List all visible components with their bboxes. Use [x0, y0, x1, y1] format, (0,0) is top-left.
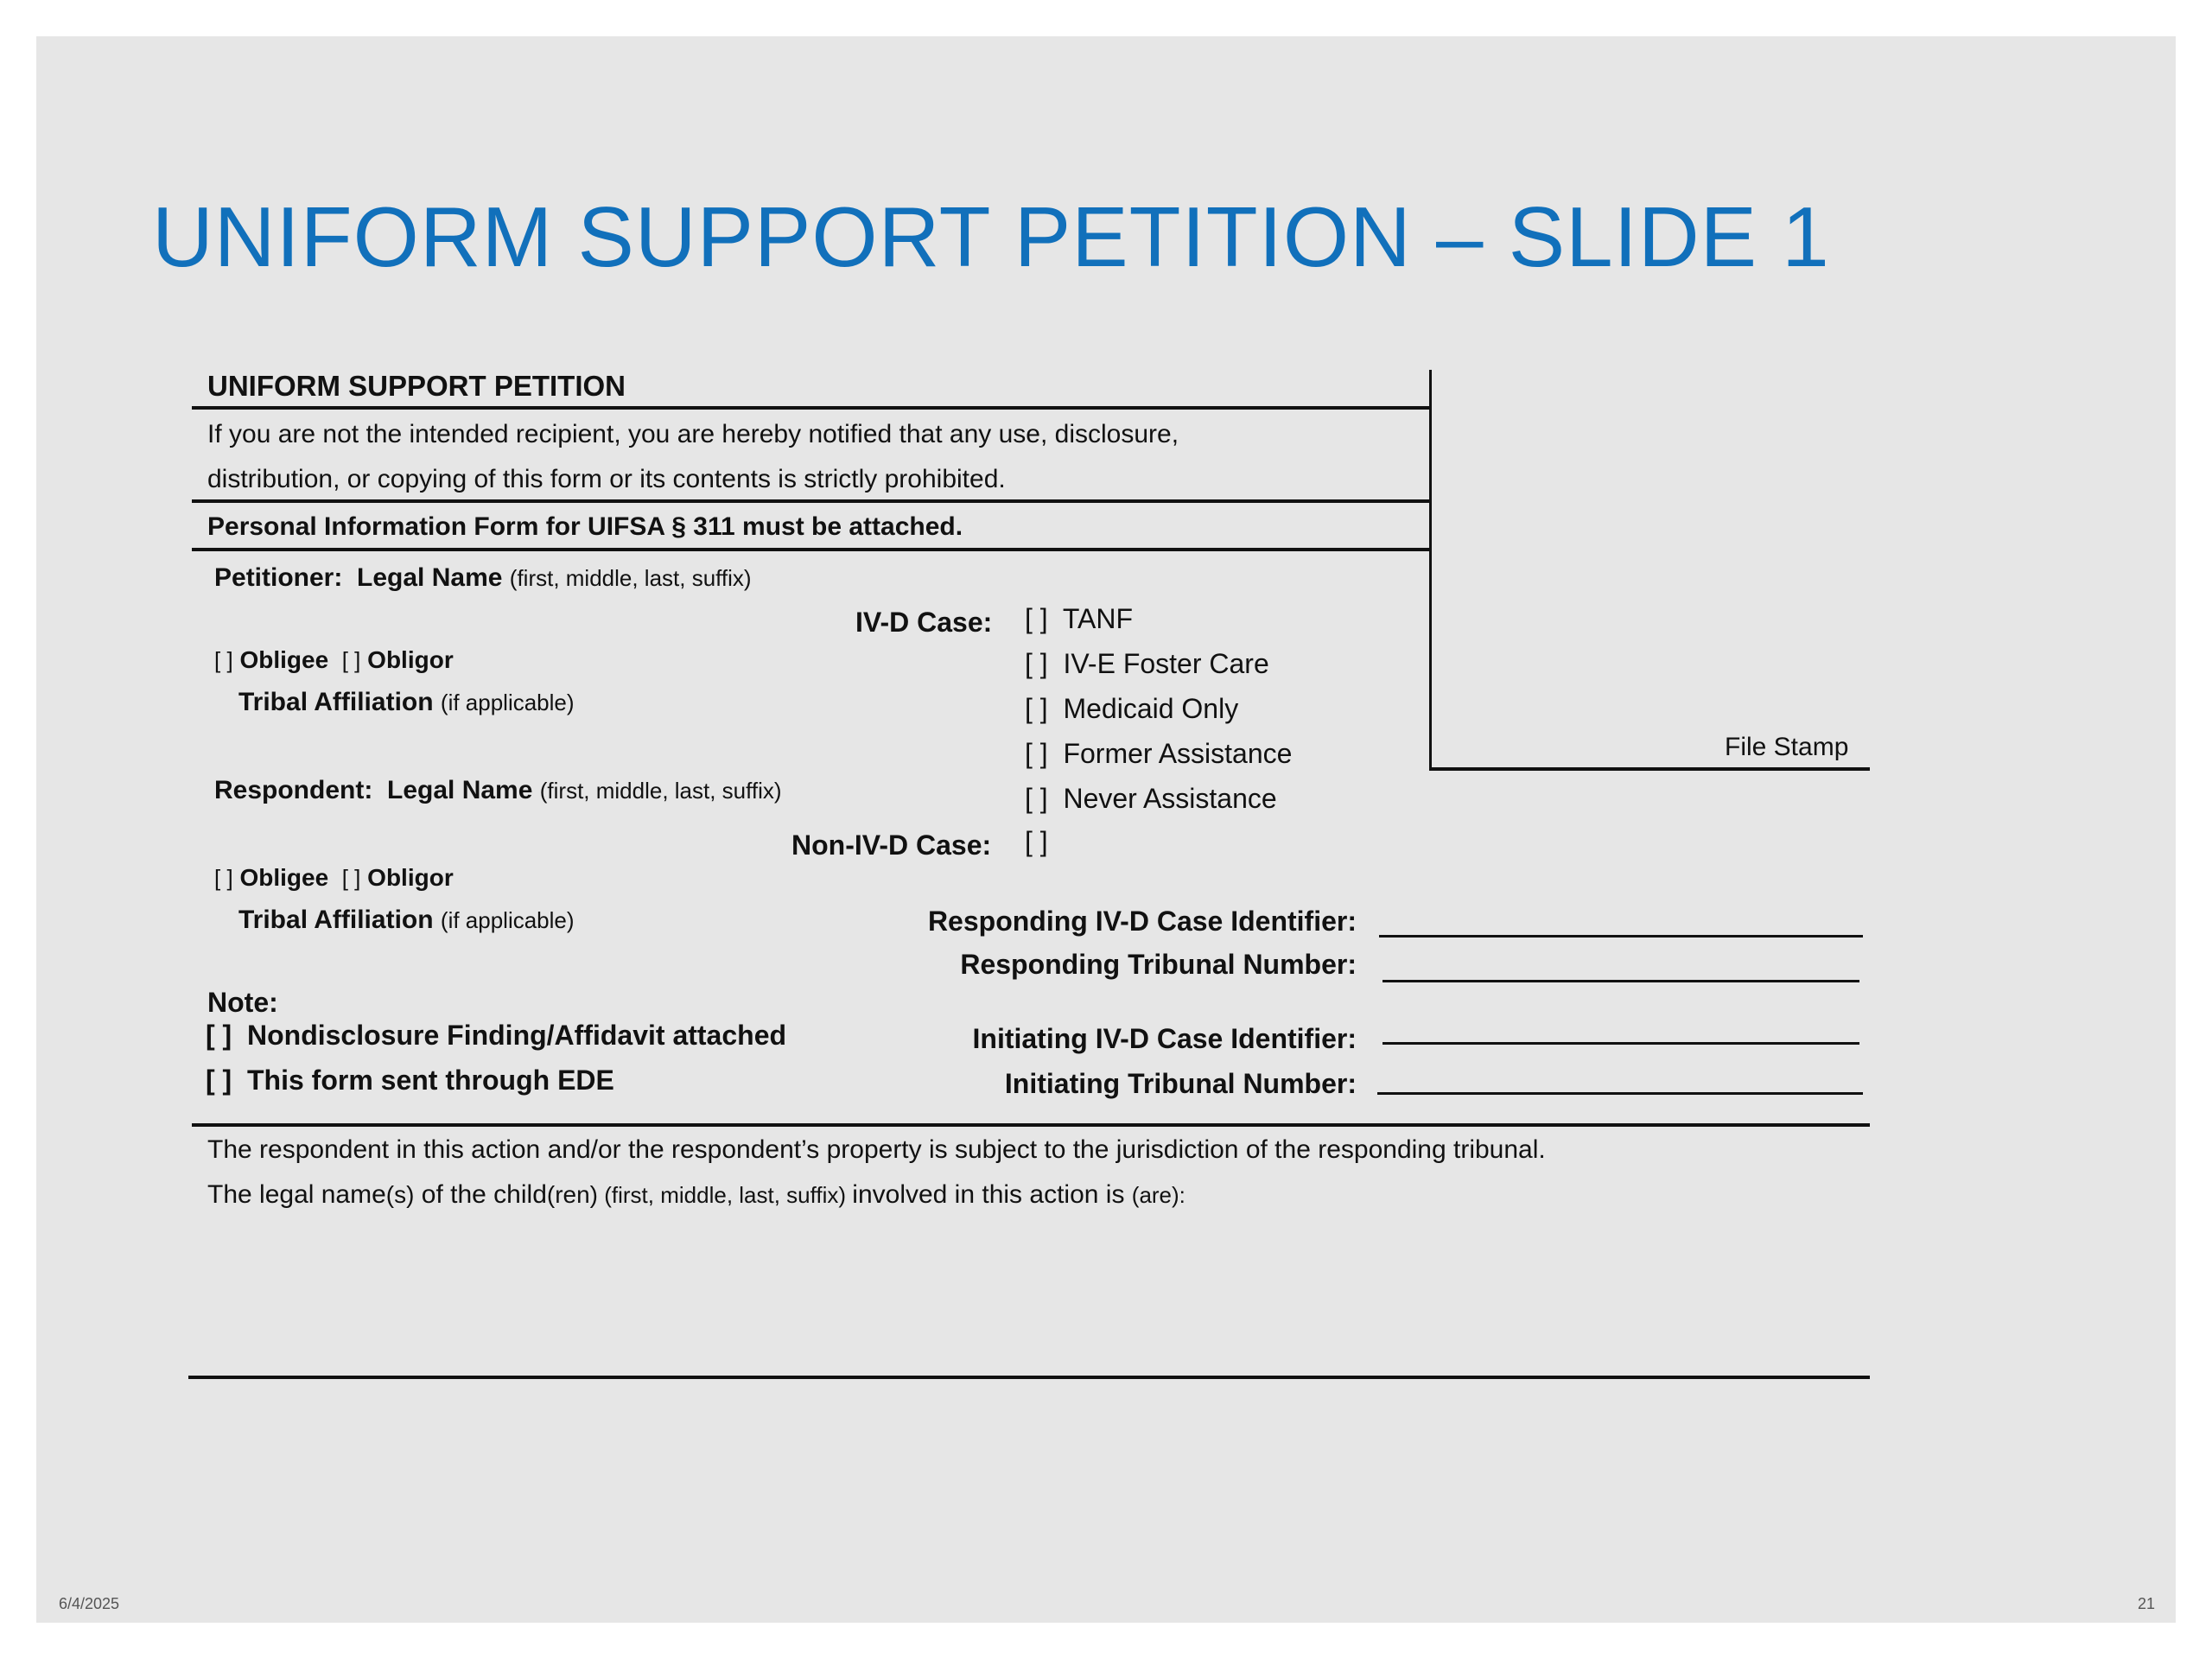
page-number: 21 [2138, 1595, 2156, 1612]
initiating-ivd-case-identifier-label: Initiating IV-D Case Identifier: [972, 1023, 1357, 1054]
responding-ivd-case-identifier-field[interactable] [1379, 935, 1863, 938]
children-text-ren: (ren) [546, 1181, 599, 1208]
personal-info-notice: Personal Information Form for UIFSA § 311 must be attached. [207, 512, 963, 541]
ivd-case-label: IV-D Case: [855, 607, 993, 638]
petitioner-obligor-checkbox[interactable]: [ ] [341, 647, 361, 673]
initiating-tribunal-number-field[interactable] [1377, 1092, 1863, 1095]
note-ede-checkbox[interactable]: [ ] [206, 1065, 232, 1096]
notice-line-1: If you are not the intended recipient, you are hereby notified that any use, disclosure, [207, 420, 1179, 448]
ivd-option-foster-care[interactable] [1025, 648, 1269, 680]
note-nondisclosure-row [206, 1020, 786, 1052]
ivd-option-checkbox[interactable]: [ ] [1025, 693, 1048, 724]
respondent-tribal-hint: (if applicable) [440, 907, 575, 933]
ivd-option-tanf[interactable] [1025, 603, 1133, 635]
notice-rule [192, 499, 1429, 503]
ivd-option-checkbox[interactable]: [ ] [1025, 783, 1048, 814]
respondent-label: Respondent: [214, 776, 373, 804]
children-text-start: The legal name [207, 1180, 386, 1209]
note-nondisclosure-checkbox[interactable]: [ ] [206, 1020, 232, 1051]
ivd-option-former-assistance[interactable] [1025, 738, 1292, 770]
children-text-s: (s) [385, 1181, 415, 1208]
jurisdiction-rule [192, 1123, 1870, 1127]
ivd-option-checkbox[interactable]: [ ] [1025, 648, 1048, 679]
ivd-option-checkbox[interactable]: [ ] [1025, 603, 1048, 634]
respondent-legal-name-hint: (first, middle, last, suffix) [539, 778, 782, 804]
petitioner-obligee-checkbox[interactable]: [ ] [214, 647, 233, 673]
note-nondisclosure-label: Nondisclosure Finding/Affidavit attached [246, 1020, 787, 1051]
initiating-tribunal-number-label: Initiating Tribunal Number: [1004, 1068, 1357, 1099]
respondent-role-row [214, 864, 454, 892]
notice-line-2: distribution, or copying of this form or its contents is strictly prohibited. [207, 465, 1006, 493]
children-names-field[interactable] [188, 1376, 1870, 1379]
responding-ivd-case-identifier-label: Responding IV-D Case Identifier: [927, 906, 1357, 937]
ivd-option-never-assistance[interactable] [1025, 783, 1277, 815]
petitioner-tribal-row [238, 688, 575, 717]
slide-title: UNIFORM SUPPORT PETITION – SLIDE 1 [152, 189, 1830, 284]
ivd-option-label: TANF [1062, 603, 1134, 634]
petitioner-legal-name-label: Legal Name [357, 563, 503, 592]
ivd-option-checkbox[interactable]: [ ] [1025, 738, 1048, 769]
note-label: Note: [207, 987, 278, 1018]
children-text-mid2: involved in this action is [852, 1180, 1132, 1209]
respondent-tribal-row [238, 906, 575, 935]
file-stamp-border-left [1429, 370, 1432, 769]
petitioner-tribal-hint: (if applicable) [440, 690, 575, 715]
petitioner-obligee-label: Obligee [239, 646, 329, 673]
respondent-obligor-label: Obligor [367, 864, 454, 891]
respondent-obligor-checkbox[interactable]: [ ] [341, 865, 361, 891]
jurisdiction-statement: The respondent in this action and/or the respondent’s property is subject to the jurisdiction of the responding tribunal. [207, 1135, 1546, 1164]
respondent-obligee-checkbox[interactable]: [ ] [214, 865, 233, 891]
ivd-option-label: Former Assistance [1063, 738, 1293, 769]
children-names-statement [207, 1180, 1185, 1210]
non-ivd-case-label: Non-IV-D Case: [791, 830, 992, 861]
note-ede-label: This form sent through EDE [246, 1065, 614, 1096]
petitioner-tribal-label: Tribal Affiliation [238, 688, 434, 716]
children-text-are: (are): [1131, 1182, 1185, 1208]
respondent-tribal-label: Tribal Affiliation [238, 906, 434, 934]
petitioner-label: Petitioner: [214, 563, 343, 592]
note-ede-row [206, 1065, 614, 1096]
form-heading: UNIFORM SUPPORT PETITION [207, 370, 626, 402]
footer-date: 6/4/2025 [59, 1595, 120, 1612]
children-text-mid1: of the child [414, 1180, 547, 1209]
respondent-legal-name-label: Legal Name [387, 776, 533, 804]
non-ivd-case-checkbox[interactable]: [ ] [1025, 826, 1048, 857]
ivd-option-medicaid-only[interactable] [1025, 693, 1238, 725]
file-stamp-border-bottom [1429, 767, 1870, 771]
petitioner-obligor-label: Obligor [367, 646, 454, 673]
initiating-ivd-case-identifier-field[interactable] [1382, 1042, 1859, 1045]
respondent-name-row [214, 776, 782, 805]
petitioner-name-row [214, 563, 752, 593]
heading-rule [192, 406, 1429, 410]
responding-tribunal-number-field[interactable] [1382, 980, 1859, 982]
responding-tribunal-number-label: Responding Tribunal Number: [960, 949, 1357, 980]
children-text-hint: (first, middle, last, suffix) [598, 1182, 853, 1208]
personal-info-rule [192, 548, 1429, 551]
respondent-obligee-label: Obligee [239, 864, 329, 891]
petitioner-role-row [214, 646, 454, 674]
ivd-option-label: Medicaid Only [1063, 693, 1239, 724]
file-stamp-label: File Stamp [1725, 733, 1849, 761]
ivd-option-label: IV-E Foster Care [1063, 648, 1269, 679]
ivd-option-label: Never Assistance [1063, 783, 1277, 814]
petitioner-legal-name-hint: (first, middle, last, suffix) [509, 565, 752, 591]
